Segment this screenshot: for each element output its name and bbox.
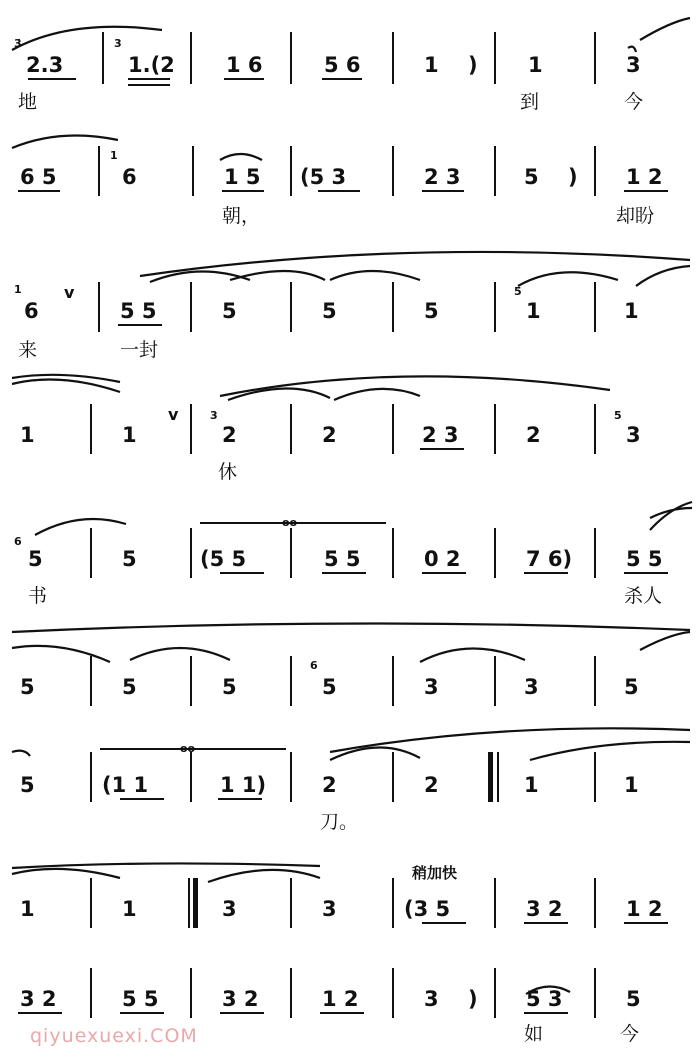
note: ) — [568, 165, 578, 189]
underline — [524, 922, 568, 924]
barline — [494, 528, 496, 578]
note: 1 2 — [322, 987, 359, 1011]
slur — [330, 747, 420, 760]
underline — [524, 1012, 568, 1014]
slur — [640, 18, 690, 40]
underline — [322, 78, 362, 80]
slur — [12, 751, 30, 756]
underline — [524, 572, 568, 574]
underline — [224, 78, 264, 80]
barline — [594, 878, 596, 928]
slur — [12, 863, 320, 868]
grace-note: 3 — [210, 409, 218, 422]
lyric: 一封 — [120, 339, 159, 361]
note: 5 3 — [526, 987, 563, 1011]
barline — [392, 146, 394, 196]
repeat-barline-thin — [188, 878, 190, 928]
lyric: 来 — [18, 339, 38, 361]
repeat-barline-thin — [497, 752, 499, 802]
grace-note: 6 — [14, 535, 22, 548]
note: 3 — [626, 53, 641, 77]
note: 5 — [122, 547, 137, 571]
note: (1 1 — [102, 773, 149, 797]
slur — [420, 648, 525, 662]
slur — [12, 27, 162, 50]
barline — [494, 282, 496, 332]
grace-note: 3 — [114, 37, 122, 50]
note: 5 — [322, 675, 337, 699]
underline — [322, 572, 366, 574]
slur — [150, 271, 250, 282]
barline — [290, 32, 292, 84]
barline — [392, 32, 394, 84]
note: 3 — [524, 675, 539, 699]
slur — [628, 47, 636, 52]
note: 1 — [424, 53, 439, 77]
lyric: 休 — [218, 461, 238, 483]
lyric: 今 — [624, 91, 644, 113]
slur — [228, 388, 330, 400]
note: 3 — [322, 897, 337, 921]
lyric: 到 — [520, 91, 540, 113]
note: 1 — [122, 423, 137, 447]
barline — [392, 968, 394, 1018]
barline — [594, 146, 596, 196]
note: 1 — [20, 897, 35, 921]
note: 5 — [424, 299, 439, 323]
grace-note: 3̇ — [14, 37, 22, 50]
underline — [220, 572, 264, 574]
grace-note: 1 — [14, 283, 22, 296]
note: 1 — [524, 773, 539, 797]
note: 1 2 — [626, 165, 663, 189]
note: 6 — [122, 165, 137, 189]
barline — [494, 968, 496, 1018]
note: 3 — [424, 987, 439, 1011]
lyric: 刀。 — [320, 811, 359, 833]
slur — [12, 375, 120, 382]
underline — [320, 1012, 364, 1014]
barline — [90, 528, 92, 578]
slur — [650, 508, 692, 518]
barline — [192, 146, 194, 196]
barline — [90, 404, 92, 454]
slur — [530, 742, 690, 760]
lyric: 却盼 — [616, 205, 655, 227]
grace-note: 5 — [514, 285, 522, 298]
note: 5 — [524, 165, 539, 189]
barline — [190, 656, 192, 706]
barline — [594, 968, 596, 1018]
barline — [190, 32, 192, 84]
barline — [494, 146, 496, 196]
barline — [90, 968, 92, 1018]
barline — [190, 282, 192, 332]
lyric: 书 — [28, 585, 48, 607]
note: 3 2 — [222, 987, 259, 1011]
underline — [422, 922, 466, 924]
note: ) — [468, 987, 478, 1011]
note: 5 — [322, 299, 337, 323]
barline — [90, 752, 92, 802]
barline — [494, 404, 496, 454]
slur — [12, 646, 110, 662]
underline — [128, 78, 170, 80]
note: 1.(2 — [128, 53, 175, 77]
note: 3 — [626, 423, 641, 447]
barline — [594, 404, 596, 454]
slur — [12, 623, 690, 632]
underline — [118, 324, 162, 326]
note: 3 — [424, 675, 439, 699]
note: 5 5 — [120, 299, 157, 323]
barline — [392, 656, 394, 706]
barline — [594, 656, 596, 706]
barline — [90, 878, 92, 928]
note: 5 — [20, 773, 35, 797]
lyric: 朝， — [222, 205, 261, 227]
note: 3 2 — [20, 987, 57, 1011]
note: 3 2 — [526, 897, 563, 921]
lyric: 地 — [18, 91, 38, 113]
barline — [290, 404, 292, 454]
note: 5 — [20, 675, 35, 699]
barline — [98, 282, 100, 332]
note: 2 3 — [422, 423, 459, 447]
underline — [218, 798, 262, 800]
note: 2 — [222, 423, 237, 447]
note: (3 5 — [404, 897, 451, 921]
barline — [290, 968, 292, 1018]
slur — [35, 519, 126, 535]
barline — [494, 656, 496, 706]
note: 0 2 — [424, 547, 461, 571]
repeat-sign: oo — [180, 742, 196, 755]
tempo-marking: 稍加快 — [412, 864, 458, 882]
slur — [330, 271, 420, 280]
slur — [208, 870, 320, 882]
underline — [318, 190, 360, 192]
barline — [290, 282, 292, 332]
barline — [190, 404, 192, 454]
repeat-barline — [193, 878, 198, 928]
note: 1 6 — [226, 53, 263, 77]
barline — [594, 32, 596, 84]
underline — [120, 1012, 164, 1014]
slur — [636, 266, 690, 286]
repeat-sign: oo — [282, 516, 298, 529]
note: 5 — [626, 987, 641, 1011]
grace-note: 6 — [310, 659, 318, 672]
slur — [334, 389, 420, 400]
note: 6 5 — [20, 165, 57, 189]
underline — [28, 78, 76, 80]
underline — [18, 190, 60, 192]
note: 1 — [20, 423, 35, 447]
note: 1 — [528, 53, 543, 77]
note: 6 — [24, 299, 39, 323]
slur — [230, 271, 325, 280]
note: 2 — [424, 773, 439, 797]
barline — [190, 968, 192, 1018]
barline — [290, 752, 292, 802]
underline — [18, 1012, 62, 1014]
barline — [594, 752, 596, 802]
lyric: 今 — [620, 1023, 640, 1045]
grace-note: 5 — [614, 409, 622, 422]
slur — [220, 376, 610, 396]
slur — [330, 728, 690, 752]
note: 2 — [322, 773, 337, 797]
barline — [494, 878, 496, 928]
note: 1 — [526, 299, 541, 323]
underline — [120, 798, 164, 800]
underline — [420, 448, 464, 450]
slur — [650, 502, 692, 530]
barline — [290, 878, 292, 928]
note: 5 — [28, 547, 43, 571]
slur — [130, 648, 230, 660]
slur — [220, 154, 262, 160]
note: 1 5 — [224, 165, 261, 189]
note: 5 5 — [324, 547, 361, 571]
underline — [422, 190, 464, 192]
breath-mark: v — [64, 283, 75, 302]
barline — [90, 656, 92, 706]
barline — [392, 878, 394, 928]
barline — [594, 282, 596, 332]
note: 1 1) — [220, 773, 267, 797]
underline — [220, 1012, 264, 1014]
barline — [290, 146, 292, 196]
barline — [102, 32, 104, 84]
note: 2 3 — [424, 165, 461, 189]
slur — [640, 632, 690, 650]
barline — [98, 146, 100, 196]
note: 1 — [122, 897, 137, 921]
barline — [392, 528, 394, 578]
underline — [624, 190, 668, 192]
underline — [222, 190, 264, 192]
note: 7 6) — [526, 547, 573, 571]
barline — [392, 752, 394, 802]
lyric: 如 — [524, 1023, 544, 1045]
barline — [494, 32, 496, 84]
underline — [422, 572, 466, 574]
slur — [140, 252, 690, 276]
note: 5 — [222, 675, 237, 699]
slur — [12, 380, 120, 393]
breath-mark: v — [168, 405, 179, 424]
repeat-barline — [488, 752, 493, 802]
note: 1 2 — [626, 897, 663, 921]
note: 5 5 — [626, 547, 663, 571]
barline — [290, 528, 292, 578]
note: 2 — [526, 423, 541, 447]
barline — [190, 528, 192, 578]
note: 5 — [624, 675, 639, 699]
slur — [12, 136, 118, 149]
note: 1 — [624, 773, 639, 797]
barline — [594, 528, 596, 578]
barline — [290, 656, 292, 706]
note: 5 — [222, 299, 237, 323]
slur — [518, 272, 618, 286]
note: 3 — [222, 897, 237, 921]
note: (5 5 — [200, 547, 247, 571]
slur — [12, 869, 120, 878]
note: ) — [468, 53, 478, 77]
note: 5 — [122, 675, 137, 699]
note: 2 — [322, 423, 337, 447]
note: 1 — [624, 299, 639, 323]
underline — [128, 84, 170, 86]
underline — [624, 922, 668, 924]
underline — [624, 572, 668, 574]
note: 5 5 — [122, 987, 159, 1011]
barline — [392, 282, 394, 332]
note: 5 6 — [324, 53, 361, 77]
grace-note: 1 — [110, 149, 118, 162]
watermark: qiyuexuexi.COM — [30, 1025, 198, 1047]
note: (5 3 — [300, 165, 347, 189]
note: 2.3 — [26, 53, 64, 77]
lyric: 杀人 — [624, 585, 663, 607]
barline — [392, 404, 394, 454]
